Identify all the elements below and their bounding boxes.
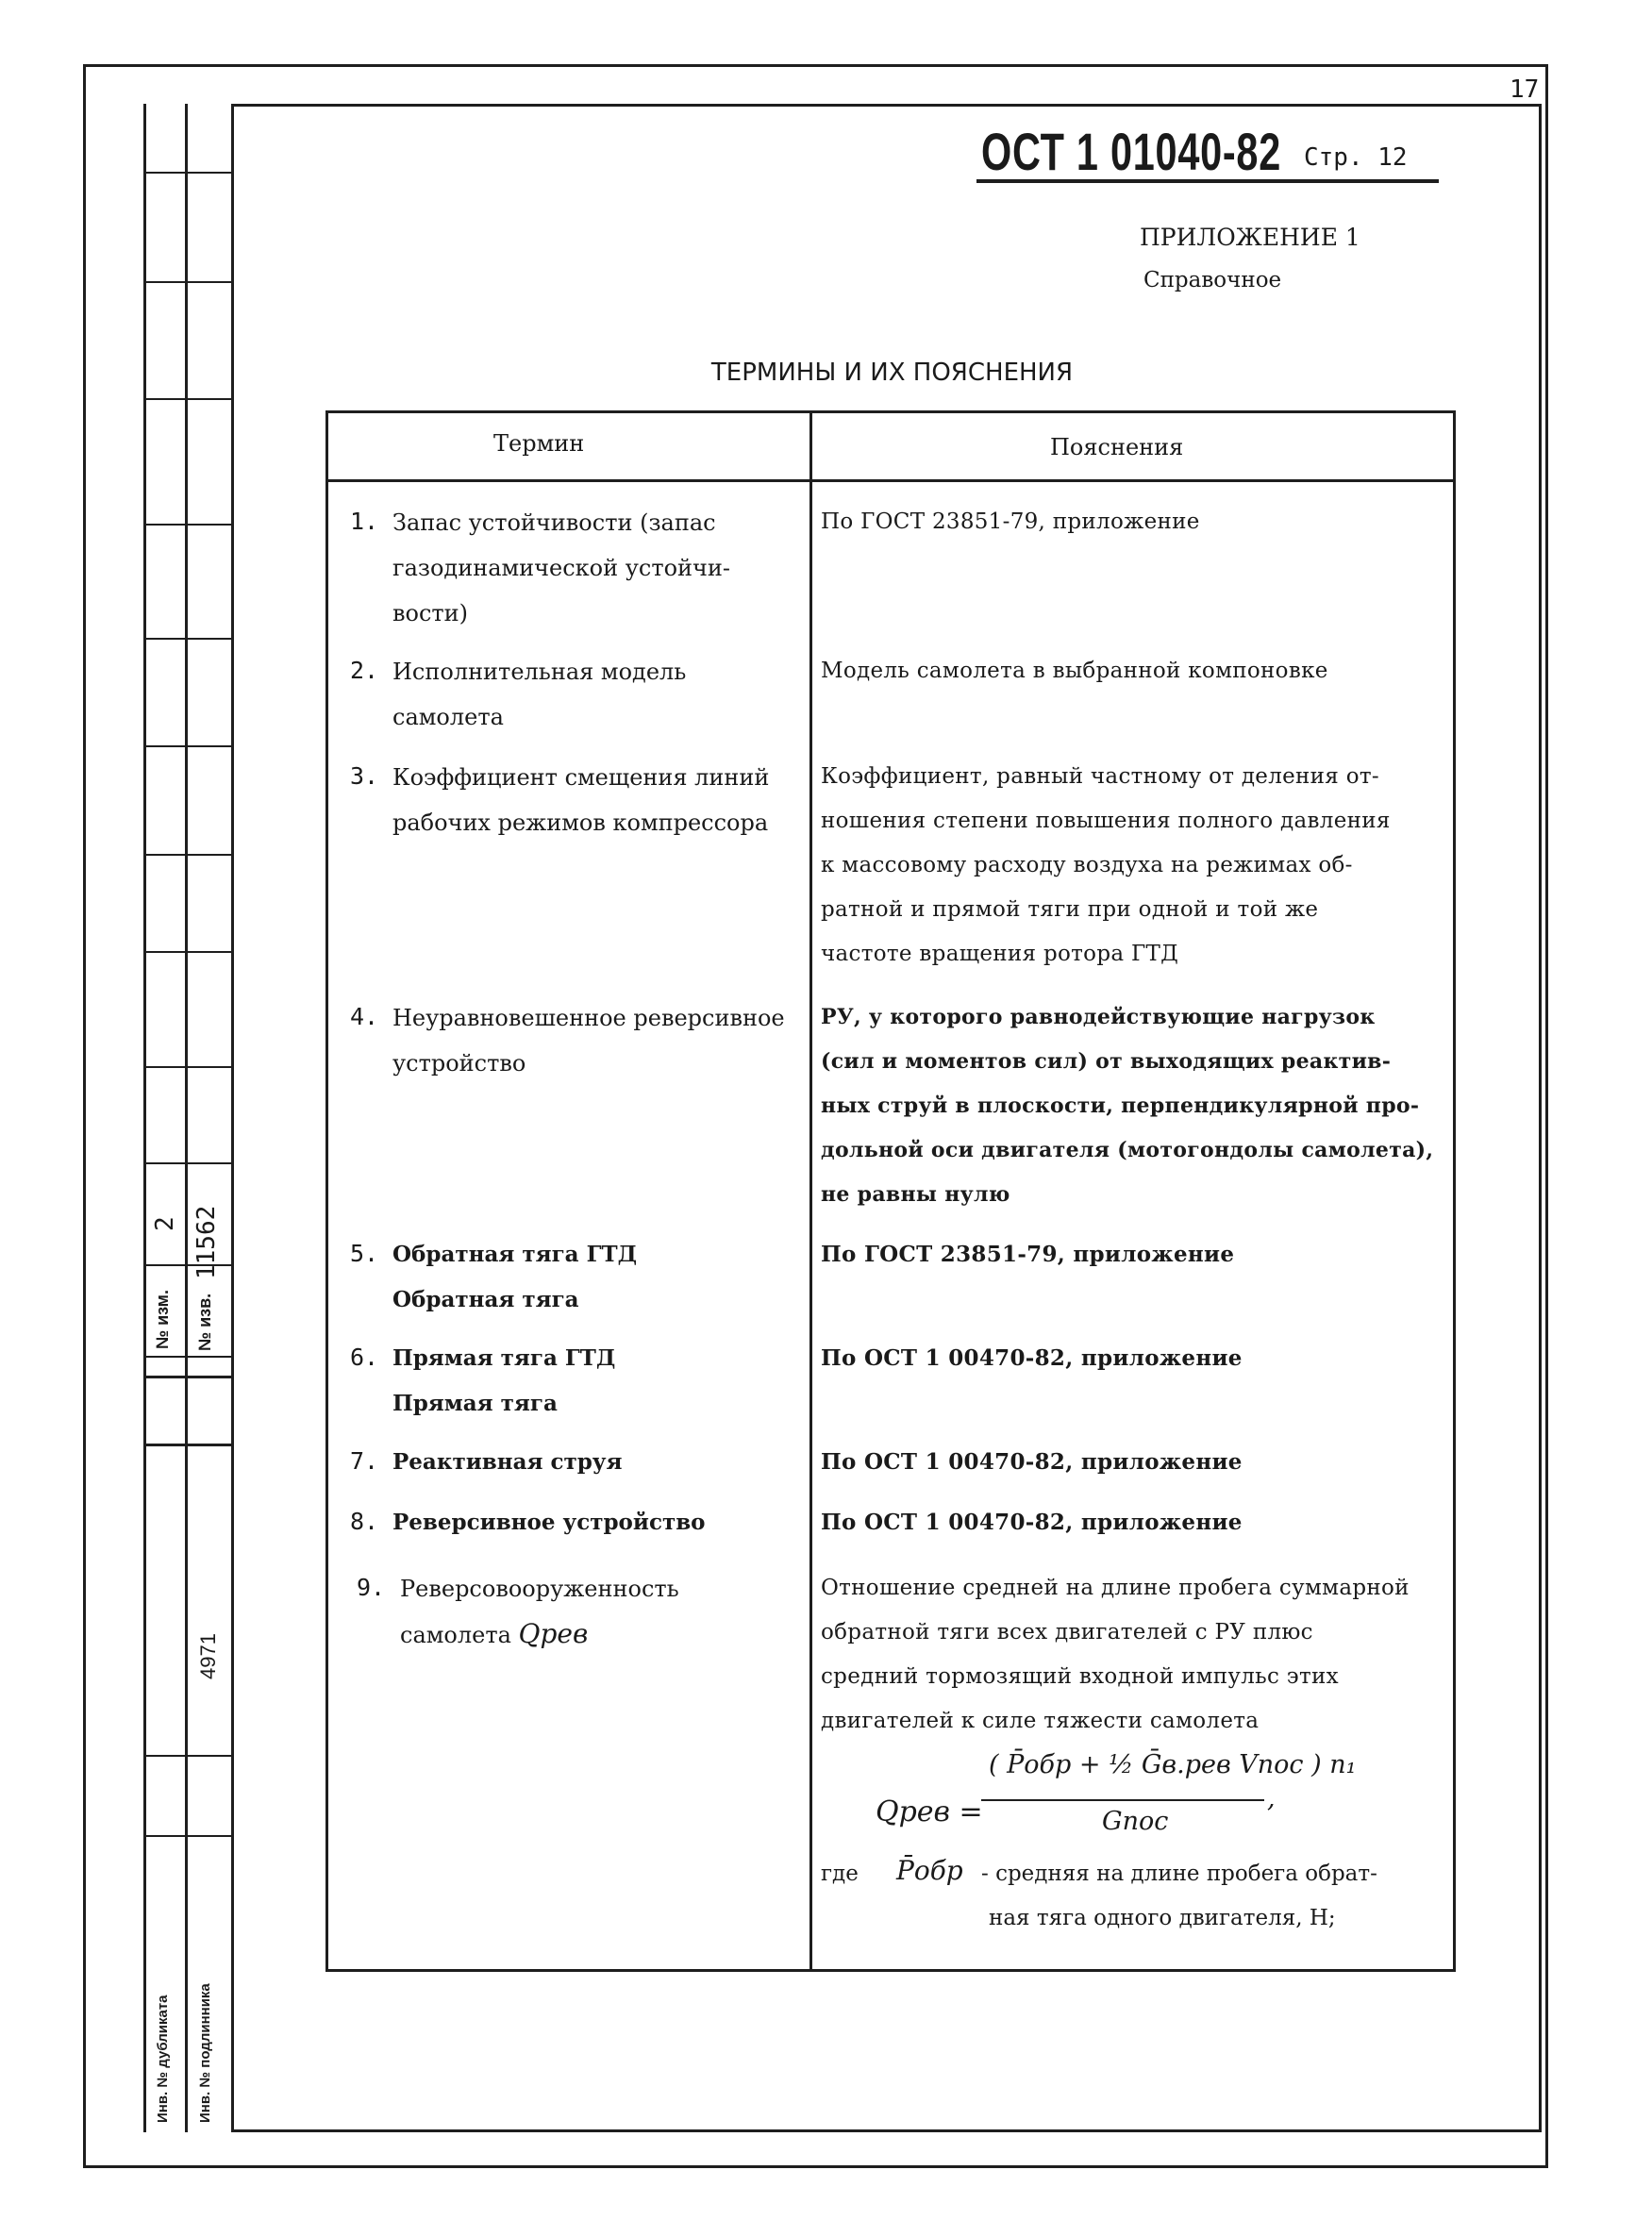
page-label: Стр. 12 [1304,143,1408,172]
appendix-type: Справочное [1143,268,1282,292]
strip-divider [143,524,231,526]
formula-denominator: Gпос [1102,1807,1169,1836]
explanation-line: к массовому расходу воздуха на режимах об- [821,853,1353,877]
original-inventory-label: Инв. № подлинника [197,1983,213,2123]
header-divider [328,479,1453,482]
explanation-line: двигателей к силе тяжести самолета [821,1709,1260,1733]
binding-strip [143,104,231,2132]
change-value: 2 [151,1216,179,1231]
term-line: вости) [392,600,469,626]
strip-middle-line [185,104,188,2132]
change-label: № изм. [153,1290,172,1349]
strip-divider [143,1356,231,1358]
strip-left-line [143,104,146,2132]
terms-table [325,410,1456,1972]
explanation-line: средний тормозящий входной импульс этих [821,1664,1339,1689]
strip-divider [143,638,231,640]
term-explanation [821,1336,1451,1380]
term-line: Прямая тяга [392,1391,558,1416]
explanation-line: По ОСТ 1 00470-82, приложение [821,1449,1243,1475]
term-name [392,649,798,740]
explanation-line: частоте вращения ротора ГТД [821,942,1179,966]
term-explanation [821,500,1451,544]
term-name [392,1232,798,1323]
sheet-number: 17 [1510,75,1540,104]
table-title: ТЕРМИНЫ И ИХ ПОЯСНЕНИЯ [710,359,1074,387]
term-line: Исполнительная модель [392,659,687,685]
explanation-line: (сил и моментов сил) от выходящих реактив- [821,1049,1392,1074]
explanation-line: По ОСТ 1 00470-82, приложение [821,1345,1243,1371]
strip-divider [143,854,231,856]
term-line: газодинамической устойчи- [392,555,731,581]
term-line: Реверсовооруженность [400,1576,679,1602]
strip-divider [143,745,231,747]
term-name [392,500,798,636]
term-name [392,1500,798,1545]
explanation-line: Отношение средней на длине пробега суммарной [821,1576,1410,1600]
explanation-line: обратной тяги всех двигателей с РУ плюс [821,1620,1313,1644]
term-line: рабочих режимов компрессора [392,810,769,836]
column-divider [809,413,812,1969]
explanation-line: ношения степени повышения полного давления [821,809,1391,833]
term-line: Обратная тяга [392,1287,579,1312]
term-name [400,1566,806,1658]
term-explanation [821,1566,1451,1744]
inventory-value: 4971 [196,1633,220,1679]
term-line: Неуравновешенное реверсивное [392,1005,785,1031]
formula-numerator: ( P̄обр + ½ Ḡв.рев Vпос ) n₁ [989,1750,1357,1779]
document-stamp [981,121,1408,182]
term-number: 4. [350,1003,379,1030]
strip-divider [143,951,231,953]
explanation-line: не равны нулю [821,1182,1010,1207]
strip-divider [143,1162,231,1164]
strip-divider [143,1376,231,1378]
explanation-line: РУ, у которого равнодействующие нагрузок [821,1005,1376,1029]
reverse-ratio-formula [876,1750,1442,1863]
explanation-line: По ОСТ 1 00470-82, приложение [821,1510,1243,1535]
term-line-text: самолета [400,1622,511,1648]
where-definition-line1: - средняя на длине пробега обрат- [981,1861,1377,1886]
explanation-line: По ГОСТ 23851-79, приложение [821,1242,1235,1267]
term-explanation [821,1232,1451,1277]
strip-divider [143,1444,231,1446]
stamp-underline [976,179,1439,183]
explanation-line: Коэффициент, равный частному от деления от- [821,764,1379,789]
term-line: Реактивная струя [392,1449,623,1475]
term-line: Коэффициент смещения линий [392,764,770,791]
explanation-line: Модель самолета в выбранной компоновке [821,659,1328,683]
notice-value: 11562 [192,1205,221,1279]
term-line: Реверсивное устройство [392,1510,706,1535]
formula-lhs: Qрев = [876,1795,983,1828]
term-name [392,1440,798,1485]
where-definition-line2: ная тяга одного двигателя, Н; [989,1906,1336,1930]
duplicate-inventory-label: Инв. № дубликата [155,1995,171,2123]
term-number: 7. [350,1447,379,1475]
strip-divider [143,1755,231,1757]
term-name [392,995,798,1086]
term-number: 5. [350,1240,379,1267]
strip-divider [143,172,231,174]
formula-comma: , [1267,1784,1276,1813]
term-explanation [821,755,1451,977]
strip-divider [143,398,231,400]
term-number: 8. [350,1508,379,1535]
where-symbol: P̄обр [896,1855,963,1886]
term-number: 1. [350,508,379,535]
standard-code: ОСТ 1 01040-82 [981,122,1282,181]
explanation-line: ных струй в плоскости, перпендикулярной про- [821,1093,1420,1118]
fraction-bar [981,1799,1264,1801]
header-explanations: Пояснения [1050,434,1184,460]
term-line: Прямая тяга ГТД [392,1345,616,1371]
explanation-line: По ГОСТ 23851-79, приложение [821,509,1200,534]
term-number: 9. [357,1574,386,1601]
strip-divider [143,281,231,283]
term-number: 3. [350,762,379,790]
header-term: Термин [493,430,585,457]
term-number: 2. [350,657,379,684]
strip-divider [143,1835,231,1837]
term-name [392,1336,798,1427]
term-number: 6. [350,1344,379,1371]
appendix-title: ПРИЛОЖЕНИЕ 1 [1140,224,1360,251]
reverse-ratio-symbol: Qрев [518,1618,589,1649]
term-explanation [821,649,1451,693]
term-explanation [821,1440,1451,1484]
term-line: Обратная тяга ГТД [392,1242,638,1267]
term-explanation [821,1500,1451,1544]
term-line: устройство [392,1050,526,1077]
explanation-line: ратной и прямой тяги при одной и той же [821,897,1319,922]
term-line [400,1611,806,1658]
strip-divider [143,1066,231,1068]
term-explanation [821,995,1451,1217]
term-line: самолета [392,704,504,730]
notice-label: № изв. [195,1293,214,1351]
term-line: Запас устойчивости (запас [392,509,716,536]
where-word: где [821,1861,859,1886]
term-name [392,755,798,845]
explanation-line: дольной оси двигателя (мотогондолы самолета), [821,1138,1434,1162]
